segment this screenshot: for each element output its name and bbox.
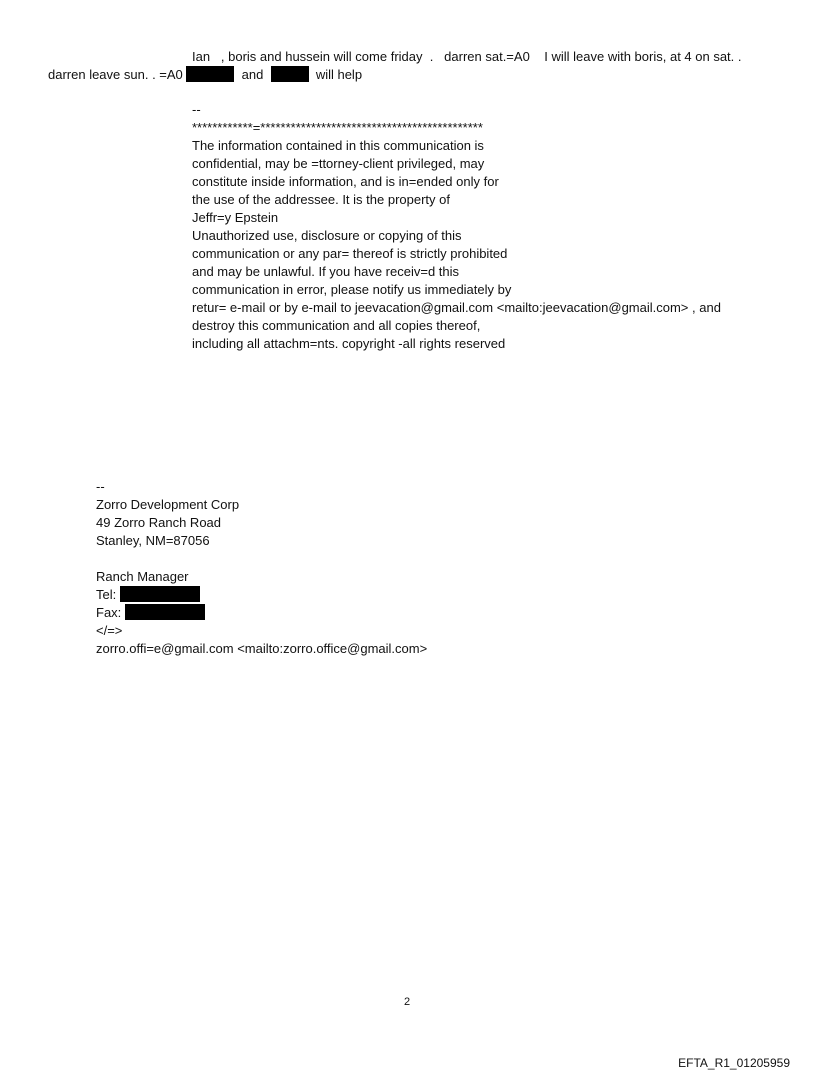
disclaimer-line: and may be unlawful. If you have receiv=d this bbox=[192, 264, 460, 279]
disclaimer-line: The information contained in this communication is bbox=[192, 138, 484, 153]
disclaimer-line: destroy this communication and all copies thereof, bbox=[192, 318, 481, 333]
disclaimer-line: confidential, may be =ttorney-client privileged, may bbox=[192, 156, 485, 171]
address-line-1: 49 Zorro Ranch Road bbox=[96, 515, 222, 530]
message-line-2-start: darren leave sun. . =A0 bbox=[48, 67, 183, 82]
page-number: 2 bbox=[404, 996, 411, 1008]
redaction-box bbox=[125, 604, 205, 620]
message-line-1: Ian , boris and hussein will come friday . darren sat.=A0 I will leave with boris, at 4 on sat. . bbox=[192, 49, 742, 64]
message-line-2-and: and bbox=[241, 67, 264, 82]
disclaimer-line: Jeffr=y Epstein bbox=[192, 210, 279, 225]
signature-email: zorro.offi=e@gmail.com <mailto:zorro.office@gmail.com> bbox=[96, 641, 428, 656]
tel-label: Tel: bbox=[96, 587, 117, 602]
fax-label: Fax: bbox=[96, 605, 122, 620]
signature-spacer bbox=[96, 550, 427, 568]
tel-row bbox=[96, 586, 427, 604]
disclaimer-stars: ************=******************************************** bbox=[192, 120, 483, 135]
closing-tag: </=> bbox=[96, 623, 123, 638]
disclaimer-line: including all attachm=nts. copyright -all rights reserved bbox=[192, 336, 506, 351]
redaction-box bbox=[186, 66, 234, 82]
message-line-2 bbox=[48, 66, 362, 84]
message-line-2-end: will help bbox=[315, 67, 363, 82]
company-name: Zorro Development Corp bbox=[96, 497, 240, 512]
email-signature bbox=[96, 478, 427, 658]
fax-row bbox=[96, 604, 427, 622]
disclaimer-line: Unauthorized use, disclosure or copying of this bbox=[192, 228, 462, 243]
disclaimer-line: communication in error, please notify us immediately by bbox=[192, 282, 512, 297]
job-title: Ranch Manager bbox=[96, 569, 189, 584]
disclaimer-line: the use of the addressee. It is the property of bbox=[192, 192, 450, 207]
confidentiality-disclaimer bbox=[192, 101, 721, 353]
redaction-box bbox=[271, 66, 309, 82]
document-id: EFTA_R1_01205959 bbox=[678, 1056, 790, 1070]
disclaimer-line: retur= e-mail or by e-mail to jeevacation@gmail.com <mailto:jeevacation@gmail.com> , and bbox=[192, 300, 721, 315]
disclaimer-line: constitute inside information, and is in=ended only for bbox=[192, 174, 499, 189]
signature-dashes: -- bbox=[96, 479, 105, 494]
disclaimer-line: communication or any par= thereof is strictly prohibited bbox=[192, 246, 508, 261]
disclaimer-dashes: -- bbox=[192, 102, 201, 117]
redaction-box bbox=[120, 586, 200, 602]
address-line-2: Stanley, NM=87056 bbox=[96, 533, 210, 548]
